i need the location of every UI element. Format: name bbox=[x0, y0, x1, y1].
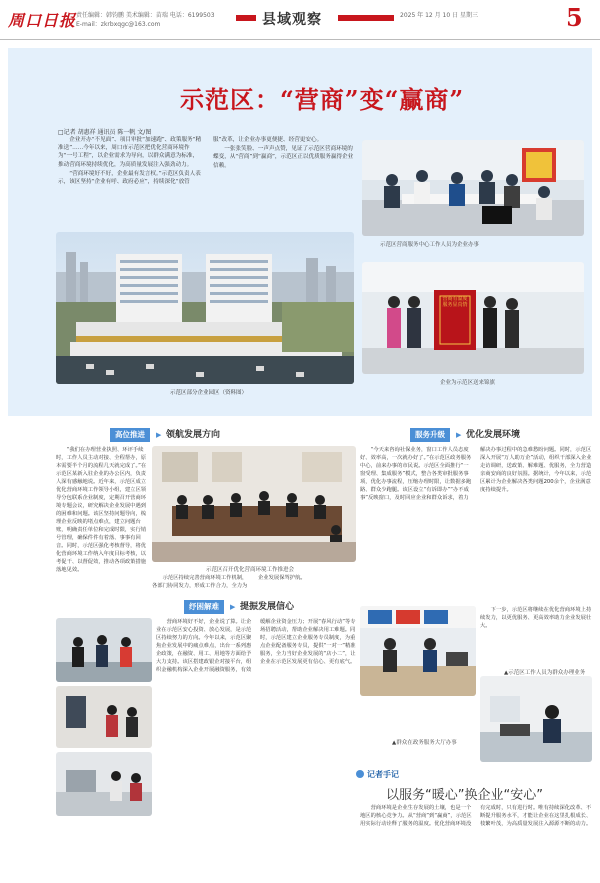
section-header-1 bbox=[110, 428, 310, 442]
intro-paragraph: 企业开办“不见面”、项目审批“加速跑”、政策服务“精准送”……今年以来，周口市示范区把优化营商环境作为“一号工程”，以企业需求为导向，以群众满意为标准，推动营商环境持续优化，为高质量发展注入强劲动力。 bbox=[58, 137, 202, 168]
section2-text-after: 下一步，示范区将继续在优化营商环境上持续发力，以更优服务、更高效率助力企业发展壮大。 bbox=[480, 607, 592, 629]
article-intro bbox=[58, 136, 358, 228]
photo-meeting bbox=[152, 446, 356, 562]
chevron-right-icon: ▶ bbox=[230, 603, 236, 611]
reporter-notes-tag: 记者手记 bbox=[356, 769, 399, 780]
photo-enterprise-visit bbox=[56, 618, 152, 682]
reporter-notes-text: 营商环境是企业生存发展的土壤，也是一个地区的核心竞争力。从“营商”到“赢商”，示范区用实际行动诠释了服务的温度。优化营商环境没有完成时，只有进行时。唯有持续深化改革、不断提升服务水平，才能让企业在这里扎根成长、枝繁叶茂，为高质量发展注入源源不断的动力。 bbox=[360, 805, 592, 827]
caption-side: ▲示范区工作人员为群众办理业务 bbox=[504, 670, 586, 676]
header-bar-left bbox=[236, 15, 256, 21]
caption-pennant: 企业为示范区送来锦旗 bbox=[440, 380, 496, 386]
section3-text: 营商环境好不好，企业说了算。让企业在示范区安心投资、放心发展，是示范区持续努力的方向。今年以来，示范区聚焦企业发展中的痛点难点，出台一系列惠企政策，在融资、用工、用地等方面给予大力支持。该区搭建政银企对接平台，组织金融机构深入企业开展融资服务，有效缓解企业资金压力；开展“春风行动”等专场招聘活动，帮助企业解决用工难题。同时，示范区建立企业服务专员制度，为重点企业配备服务专员，提供“一对一”精准服务，全力当好企业发展的“店小二”，让企业在示范区发展更有信心、更有底气。 bbox=[156, 619, 356, 673]
section-header-2 bbox=[410, 428, 590, 442]
newspaper-logo: 周口日报 bbox=[8, 11, 77, 30]
photo-industrial-park bbox=[56, 232, 354, 384]
section-title: 提振发展信心 bbox=[240, 602, 295, 612]
caption-meeting: 示范区召开优化营商环境工作推进会 bbox=[206, 567, 295, 573]
section-header-3 bbox=[184, 600, 354, 614]
section2-text: “今天来咨询社保业务，窗口工作人员态度好、效率高，一次就办好了。”在示范区政务服务中心，前来办事的市民说。示范区全面推行“一窗受理、集成服务”模式，整合各类审批服务事项，优化办事流程，压缩办理时限，让数据多跑路、群众少跑腿。该区设立“有诉即办”“办不成事”反映窗口，及时回应企业和群众诉求，着力解决办事过程中的急难愁盼问题。同时，示范区深入开展“万人助万企”活动，组织干部深入企业走访调研，送政策、解难题、优服务，全力营造亲商安商的良好氛围。据统计，今年以来，示范区累计为企业解决各类问题200余个，企业满意度持续提升。 bbox=[360, 447, 592, 501]
headline: 示范区：“营商”变“赢商” bbox=[180, 85, 465, 114]
byline: □记者 胡惠祥 通讯员 陈一帆 文/图 bbox=[58, 129, 152, 136]
section-title: 优化发展环境 bbox=[466, 430, 521, 440]
header-bar-right bbox=[338, 15, 394, 21]
section-tag: 服务升级 bbox=[410, 428, 450, 442]
section1-text: “我们在办理营业执照、环评手续时，工作人员主动对接、全程帮办，原本需要半个月的流程几天就完成了。”在示范区某新入驻企业的办公区内，负责人深有感触地说。近年来，示范区成立优化营商环境工作领导小组，建立区领导分包联系企业制度，定期召开营商环境专题会议，研究解决企业发展中遇到的困难和问题。该区坚持问题导向，梳理企业反映的堵点难点，建立问题台账，明确责任单位和完成时限，实行销号管理，确保件件有着落、事事有回音。同时，示范区强化考核督导，将优化营商环境工作纳入年度目标考核，以考促干、以督促效，推动各项政策措施落地见效。 bbox=[56, 447, 147, 573]
photo-workshop bbox=[56, 752, 152, 816]
photo-government-service bbox=[360, 606, 476, 696]
section1-text-after: 示范区持续完善营商环境工作机制，各部门协同发力，形成工作合力，全力为企业发展保驾护航。 bbox=[152, 575, 306, 589]
intro-paragraph: 一张张笑脸、一声声点赞，见证了示范区营商环境的蝶变，从“营商”到“赢商”，示范区正以优质服务赢得企业信赖。 bbox=[213, 146, 354, 169]
caption-industrial-park: 示范区部分企业园区（资料图） bbox=[170, 390, 248, 396]
section-title: 领航发展方向 bbox=[166, 430, 221, 440]
section-tag: 高位推进 bbox=[110, 428, 150, 442]
bullet-icon bbox=[356, 770, 364, 778]
masthead bbox=[0, 0, 600, 40]
caption-hall: ▲群众在政务服务大厅办事 bbox=[392, 740, 457, 746]
editor-info: 责任编辑：韩钧鹏 美术编辑：苗瑞 电话：6199503 E-mail：zkrbxqgc@163.com bbox=[76, 12, 215, 28]
photo-service-window bbox=[480, 676, 592, 762]
photo-service-hall bbox=[362, 140, 584, 236]
section-tag: 纾困解难 bbox=[184, 600, 224, 614]
intro-paragraph: “营商环境好不好，企业最有发言权。”示范区负责人表示，该区坚持“企业有呼、政府必应”，持续深化“放管服”改革，让企业办事更便捷、经营更安心。 bbox=[58, 137, 323, 186]
page-number: 5 bbox=[566, 3, 583, 32]
issue-date: 2025 年 12 月 10 日 星期三 bbox=[400, 12, 478, 19]
photo-consultation bbox=[56, 686, 152, 748]
column-name: 县域观察 bbox=[262, 12, 322, 28]
photo-pennant bbox=[362, 262, 584, 374]
caption-service-hall: 示范区营商服务中心工作人员为企业办事 bbox=[380, 242, 480, 248]
chevron-right-icon: ▶ bbox=[456, 431, 462, 439]
pennant-text: 营商有温度 服务显真情 bbox=[442, 296, 468, 308]
chevron-right-icon: ▶ bbox=[156, 431, 162, 439]
reporter-notes-title: 以服务“暖心”换企业“安心” bbox=[386, 788, 543, 803]
